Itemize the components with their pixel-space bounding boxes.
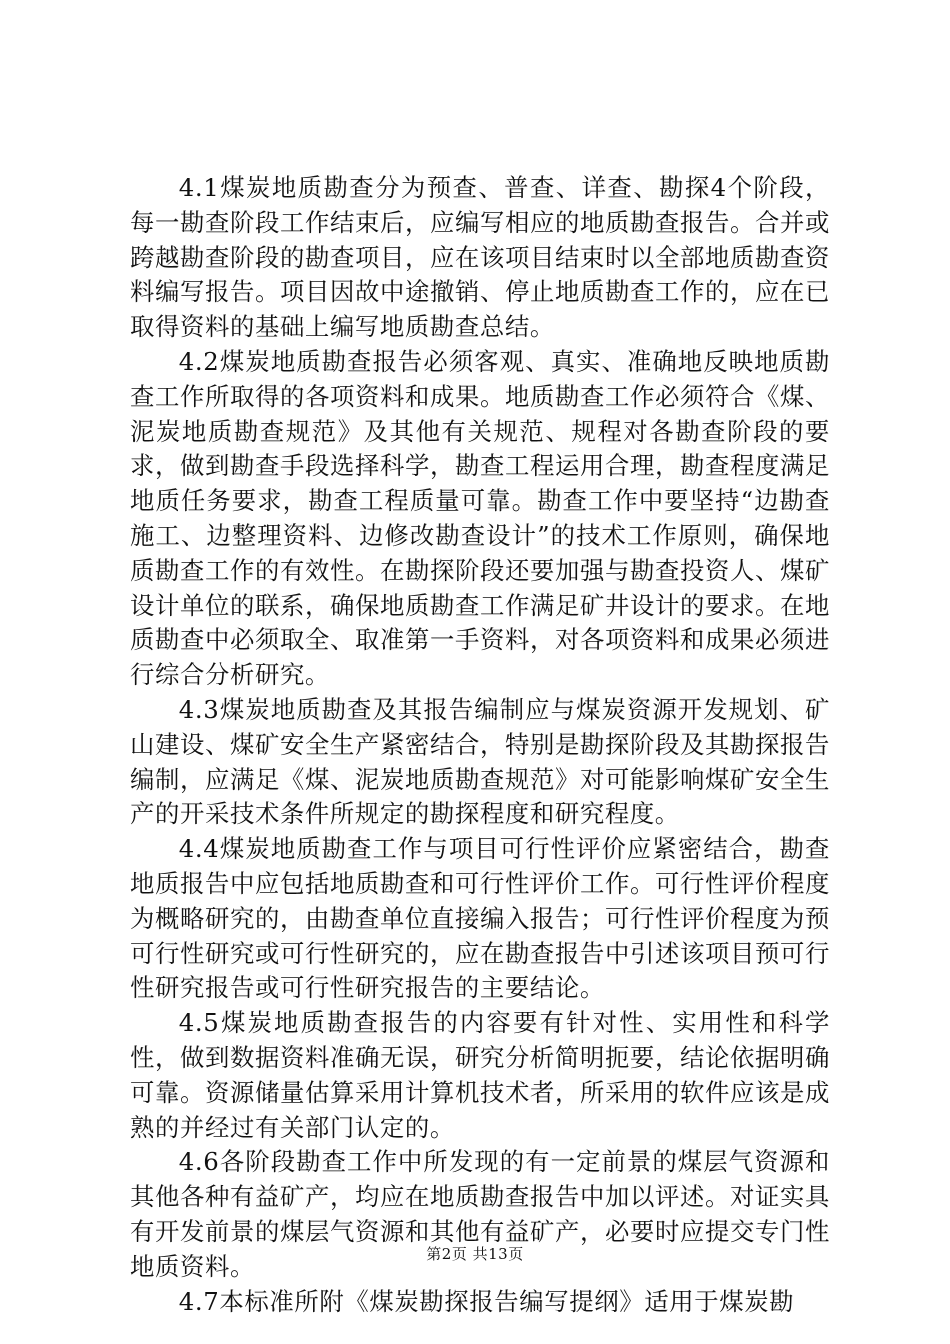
paragraph-4-4: 4.4煤炭地质勘查工作与项目可行性评价应紧密结合，勘查地质报告中应包括地质勘查和可行性评价工作。可行性评价程度为概略研究的，由勘查单位直接编入报告；可行性评价程度为预可行性研究或可行性研究的，应在勘查报告中引述该项目预可行性研究报告或可行性研究报告的主要结论。	[130, 834, 830, 1003]
paragraph-4-7: 4.7本标准所附《煤炭勘探报告编写提纲》适用于煤炭勘	[178, 1286, 795, 1316]
paragraph-4-5: 4.5煤炭地质勘查报告的内容要有针对性、实用性和科学性，做到数据资料准确无误，研究分析简明扼要，结论依据明确可靠。资源储量估算采用计算机技术者，所采用的软件应该是成熟的并经过有关部门认定的。	[130, 1008, 830, 1142]
paragraph-4-1: 4.1煤炭地质勘查分为预查、普查、详查、勘探4个阶段，每一勘查阶段工作结束后，应编写相应的地质勘查报告。合并或跨越勘查阶段的勘查项目，应在该项目结束时以全部地质勘查资料编写报告。项目因故中途撤销、停止地质勘查工作的，应在已取得资料的基础上编写地质勘查总结。	[130, 173, 830, 342]
paragraph-4-3: 4.3煤炭地质勘查及其报告编制应与煤炭资源开发规划、矿山建设、煤矿安全生产紧密结合，特别是勘探阶段及其勘探报告编制，应满足《煤、泥炭地质勘查规范》对可能影响煤矿安全生产的开采技术条件所规定的勘探程度和研究程度。	[130, 694, 830, 829]
document-body	[130, 171, 830, 1319]
page-number-footer: 第2页 共13页	[426, 1245, 524, 1263]
paragraph-4-2: 4.2煤炭地质勘查报告必须客观、真实、准确地反映地质勘查工作所取得的各项资料和成果。地质勘查工作必须符合《煤、泥炭地质勘查规范》及其他有关规范、规程对各勘查阶段的要求，做到勘查手段选择科学，勘查工程运用合理，勘查程度满足地质任务要求，勘查工程质量可靠。勘查工作中要坚持“边勘查施工、边整理资料、边修改勘查设计”的技术工作原则，确保地质勘查工作的有效性。在勘探阶段还要加强与勘查投资人、煤矿设计单位的联系，确保地质勘查工作满足矿井设计的要求。在地质勘查中必须取全、取准第一手资料，对各项资料和成果必须进行综合分析研究。	[130, 346, 830, 690]
paragraph-4-6: 4.6各阶段勘查工作中所发现的有一定前景的煤层气资源和其他各种有益矿产，均应在地质勘查报告中加以评述。对证实具有开发前景的煤层气资源和其他有益矿产，必要时应提交专门性地质资料。	[130, 1147, 830, 1281]
